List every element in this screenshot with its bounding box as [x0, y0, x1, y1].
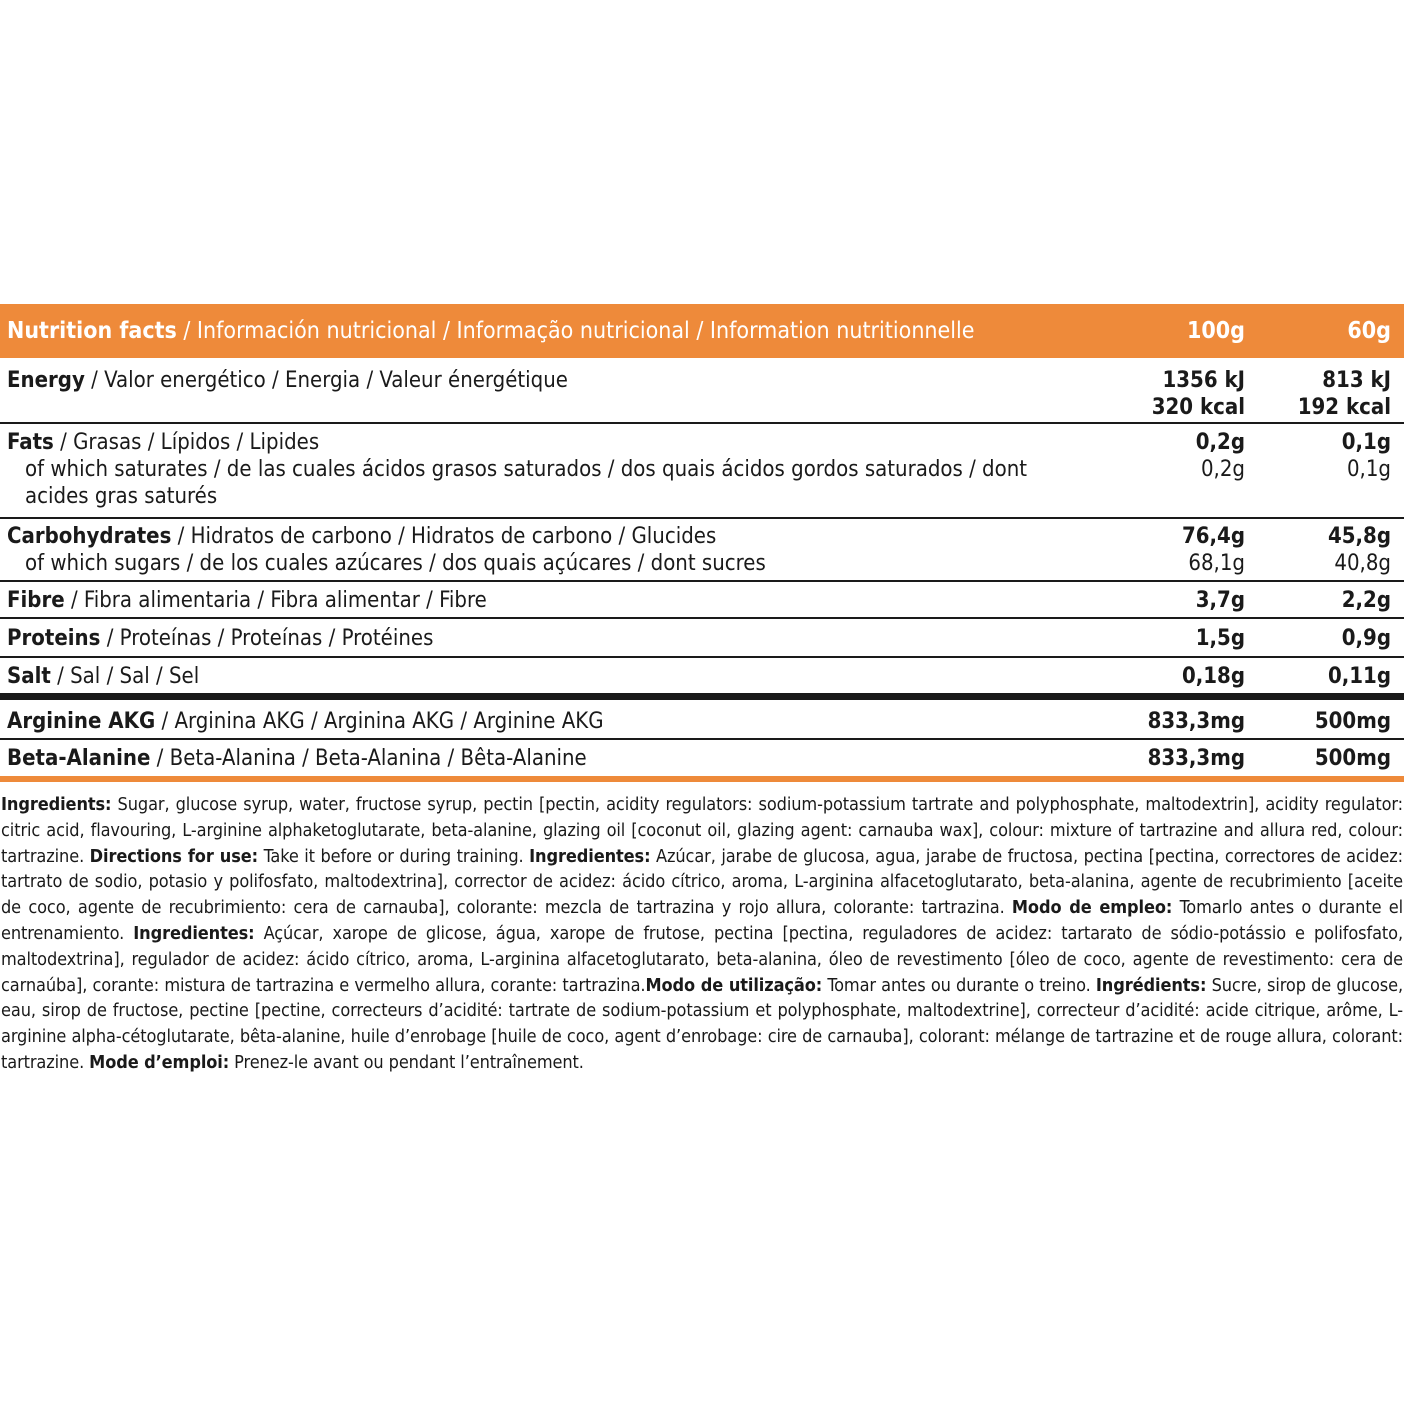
fibre-section [0, 582, 1404, 619]
salt-section [0, 658, 1404, 700]
value-60g: 0,1g [1346, 457, 1391, 482]
value-100g: 76,4g [1181, 524, 1245, 549]
carbohydrates-section [0, 519, 1404, 582]
value-100g: 0,2g [1200, 457, 1245, 482]
table-row: Fibre / Fibra alimentaria / Fibra alimentar / Fibre 3,7g 2,2g [0, 587, 1404, 614]
value-60g: 2,2g [1341, 588, 1391, 613]
ingredients-paragraph: Ingredients: Sugar, glucose syrup, water, fructose syrup, pectin [pectin, acidity regulators: sodium-potassium tartrate and polyphosphate, maltodextrin], acidity regulator: citric acid, flavouring, L-arginine alphaketoglutarate, beta-alanine, glazing oil [coconut oil, glazing agent: carnauba wax], colour: mixture of tartrazine and allura red, colour: tartrazine. Directions for use: Take it before or during training. Ingredientes: Azúcar, jarabe de glucosa, agua, jarabe de fructosa, pectina [pectina, correctores de acidez: tartrato de sodio, potasio y polifosfato, maltodextrina], corrector de acidez: ácido cítrico, aroma, L-arginina alfacetoglutarato, beta-alanina, agente de recubrimiento [aceite de coco, agente de recubrimiento: cera de carnauba], colorante: mezcla de tartrazina y rojo allura, colorante: tartrazina. Modo de empleo: Tomarlo antes o durante el entrenamiento. Ingredientes: Açúcar, xarope de glicose, água, xarope de frutose, pectina [pectina, reguladores de acidez: tartarato de sódio-potássio e polifosfato, maltodextrina], regulador de acidez: ácido cítrico, aroma, L-arginina alfacetoglutarato, beta-alanina, óleo de revestimento [óleo de coco, agente de revestimento: cera de carnaúba], corante: mistura de tartrazina e vermelho allura, corante: tartrazina.Modo de utilização: Tomar antes ou durante o treino. Ingrédients: Sucre, sirop de glucose, eau, sirop de fructose, pectine [pectine, correcteurs d’acidité: tartrate de sodium-potassium et polyphosphate, maltodextrine], correcteur d’acidité: acide citrique, arôme, L-arginine alpha-cétoglutarate, bêta-alanine, huile d’enrobage [huile de coco, agent d’enrobage: cire de carnauba], colorant: mélange de tartrazine et de rouge allura, colorant: tartrazine. Mode d’emploi: Prenez-le avant ou pendant l’entraînement. [1, 794, 1404, 1073]
header-title: Nutrition facts / Información nutricional / Informação nutricional / Information nutritionnelle [7, 318, 975, 344]
table-header [0, 304, 1404, 358]
arginine-section [0, 700, 1404, 740]
table-row: of which sugars / de los cuales azúcares / dos quais açúcares / dont sucres 68,1g 40,8g [0, 550, 1404, 577]
value-60g: 0,11g [1327, 664, 1391, 689]
table-row: Fats / Grasas / Lípidos / Lipides 0,2g 0,1g [0, 429, 1404, 456]
table-row: Beta-Alanine / Beta-Alanina / Beta-Alanina / Bêta-Alanine 833,3mg 500mg [0, 745, 1404, 772]
value-100g: 1,5g [1195, 626, 1245, 651]
value-60g: 40,8g [1334, 551, 1391, 576]
table-row: Carbohydrates / Hidratos de carbono / Hidratos de carbono / Glucides 76,4g 45,8g [0, 523, 1404, 550]
value-60g: 0,1g [1341, 430, 1391, 455]
value-100g: 0,2g [1195, 430, 1245, 455]
table-row: Salt / Sal / Sal / Sel 0,18g 0,11g [0, 663, 1404, 690]
value-60g: 45,8g [1327, 524, 1391, 549]
value-100g: 833,3mg [1147, 746, 1245, 771]
value-100g: 1356 kJ 320 kcal [1151, 368, 1245, 420]
energy-section [0, 358, 1404, 424]
value-60g: 500mg [1314, 746, 1391, 771]
header-col-100g: 100g [1186, 318, 1245, 344]
value-100g: 833,3mg [1147, 709, 1245, 734]
value-60g: 500mg [1314, 709, 1391, 734]
value-60g: 813 kJ 192 kcal [1297, 368, 1391, 420]
nutrition-label [0, 304, 1404, 1076]
value-100g: 3,7g [1195, 588, 1245, 613]
header-col-60g: 60g [1347, 318, 1391, 344]
table-row: of which saturates / de las cuales ácidos grasos saturados / dos quais ácidos gordos saturados / dont acides gras saturés 0,2g 0,1g [0, 456, 1404, 510]
fats-section [0, 424, 1404, 519]
value-100g: 68,1g [1188, 551, 1245, 576]
proteins-section [0, 619, 1404, 658]
table-row: Energy / Valor energético / Energia / Valeur énergétique 1356 kJ 320 kcal 813 kJ 192 kcal [0, 367, 1404, 421]
table-row: Proteins / Proteínas / Proteínas / Protéines 1,5g 0,9g [0, 625, 1404, 652]
value-60g: 0,9g [1341, 626, 1391, 651]
table-row: Arginine AKG / Arginina AKG / Arginina AKG / Arginine AKG 833,3mg 500mg [0, 708, 1404, 735]
beta-alanine-section [0, 740, 1404, 782]
value-100g: 0,18g [1181, 664, 1245, 689]
